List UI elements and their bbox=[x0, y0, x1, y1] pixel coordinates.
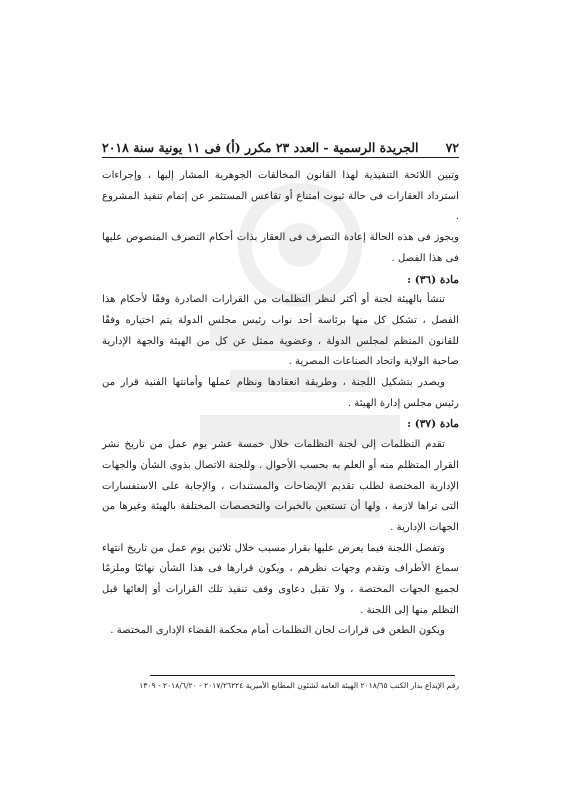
paragraph-6: وتفصل اللجنة فيما يعرض عليها بقرار مسبب خلال ثلاثين يوم عمل من تاريخ انتهاء سماع الأطراف وتقدم وجهات نظرهم ، ويكون قرارها فى هذا الشأن نهائيًا وملزمًا لجميع الجهات المختصة ، ولا تقبل دعاوى وقف تنفيذ تلك القرارات أو إلغائها قبل التظلم منها إلى اللجنة . bbox=[102, 542, 459, 616]
article-37-heading: مادة (٣٧) : bbox=[407, 418, 459, 431]
paragraph-3: تنشأ بالهيئة لجنة أو أكثر لنظر التظلمات من القرارات الصادرة وفقًا لأحكام هذا الفصل ، تشكل كل منها برئاسة أحد نواب رئيس مجلس الدولة يتم اختياره وفقًا للقانون المنظم لمجلس الدولة ، وعضوية ممثل عن كل من الهيئة والجهة الإدارية صاحبة الولاية واتحاد الصناعات المصرية . bbox=[102, 294, 459, 368]
page-header bbox=[102, 133, 459, 155]
paragraph-5: تقدم التظلمات إلى لجنة التظلمات خلال خمسة عشر يوم عمل من تاريخ نشر القرار المتظلم منه أو العلم به بحسب الأحوال . وللجنة الاتصال بذوى الشأن والجهات الإدارية المختصة لطلب تقديم الإيضاحات والمستندات ، والإجابة على الاستفسارات التى تراها لازمة ، ولها أن تستعين بالخبرات والتخصصات المختلفة بالهيئة وغيرها من الجهات الإدارية . bbox=[102, 439, 459, 533]
paragraph-1: وتبين اللائحة التنفيذية لهذا القانون المخالفات الجوهرية المشار إليها ، وإجراءات استرداد العقارات فى حالة ثبوت امتناع أو تقاعس المستثمر عن إتمام تنفيذ المشروع . bbox=[102, 170, 459, 223]
header-divider bbox=[102, 157, 459, 158]
article-body bbox=[102, 166, 459, 642]
deposit-footer: رقم الإيداع بدار الكتب ٢٠١٨/٦٥ الهيئة العامة لشئون المطابع الأميرية ٢٠١٧/٢٦٢٢٤ - ٢٠١٨/٦/٢٠ - ١٣٠٩ bbox=[139, 681, 459, 690]
page-number: ٧٢ bbox=[445, 140, 459, 155]
paragraph-7: ويكون الطعن فى قرارات لجان التظلمات أمام محكمة القضاء الإدارى المختصة . bbox=[110, 625, 445, 637]
gazette-title: الجريدة الرسمية - العدد ٢٣ مكرر (أ) فى ١١ يونية سنة ٢٠١٨ bbox=[102, 140, 419, 155]
paragraph-4: ويصدر بتشكيل اللجنة ، وطريقة انعقادها ونظام عملها وأمانتها الفنية قرار من رئيس مجلس إدارة الهيئة . bbox=[102, 377, 459, 409]
article-36-heading: مادة (٣٦) : bbox=[407, 273, 459, 286]
paragraph-2: ويجوز فى هذه الحالة إعادة التصرف فى العقار بذات أحكام التصرف المنصوص عليها فى هذا الفصل . bbox=[102, 232, 459, 264]
footer-divider bbox=[150, 675, 455, 676]
